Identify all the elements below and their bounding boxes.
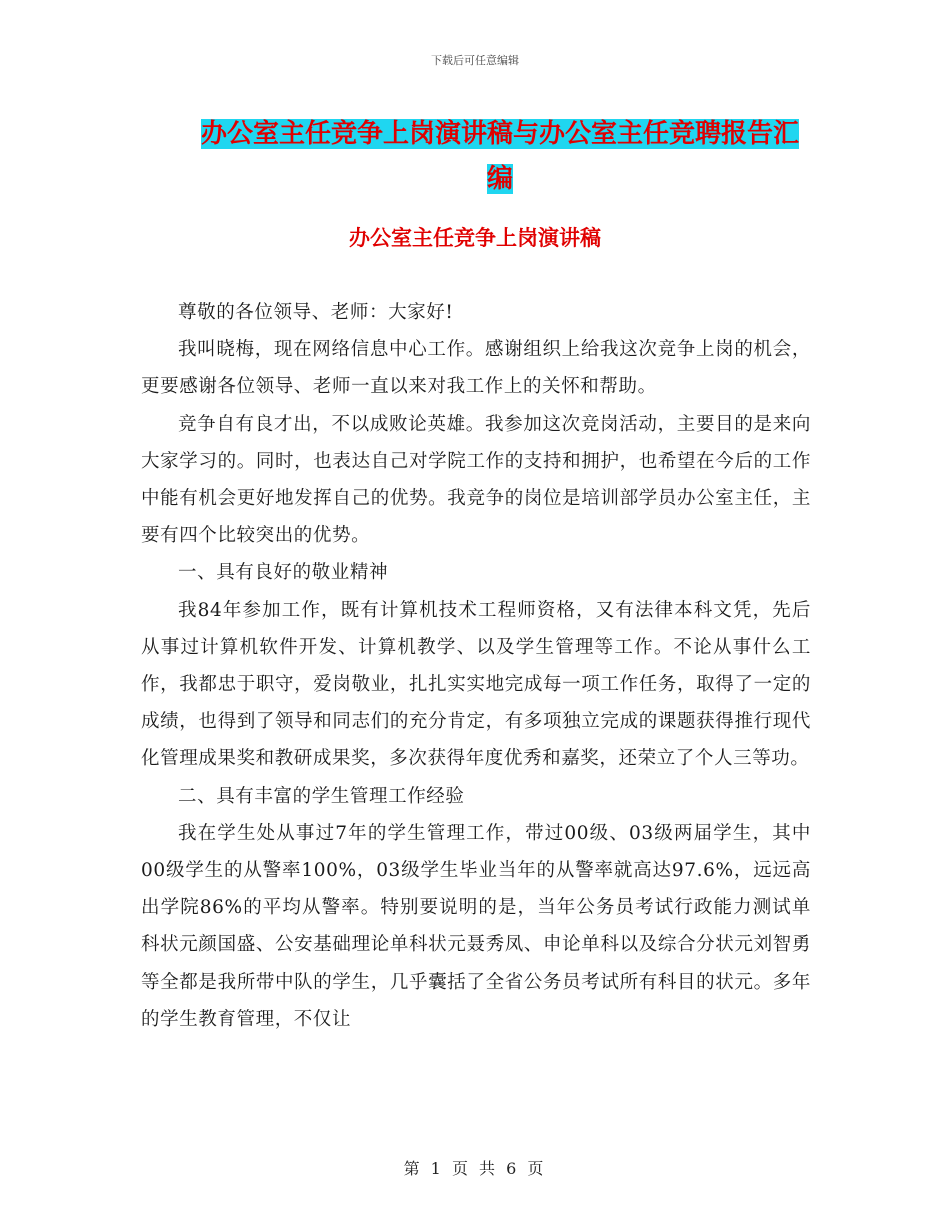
paragraph-dedication: 我84年参加工作，既有计算机技术工程师资格，又有法律本科文凭，先后从事过计算机软件开发、计算机教学、以及学生管理等工作。不论从事什么工作，我都忠于职守，爱岗敬业，扎扎实实地完成每一项工作任务，取得了一定的成绩，也得到了领导和同志们的充分肯定，有多项独立完成的课题获得推行现代化管理成果奖和教研成果奖，多次获得年度优秀和嘉奖，还荣立了个人三等功。: [141, 599, 811, 770]
page-header-note: 下载后可任意编辑: [431, 54, 519, 67]
paragraph-experience: 我在学生处从事过7年的学生管理工作，带过00级、03级两届学生，其中00级学生的从警率100%，03级学生毕业当年的从警率就高达97.6%，远远高出学院86%的平均从警率。特别要说明的是，当年公务员考试行政能力测试单科状元颜国盛、公安基础理论单科状元聂秀凤、申论单科以及综合分状元刘智勇等全都是我所带中队的学生，几乎囊括了全省公务员考试所有科目的状元。多年的学生教育管理，不仅让: [141, 822, 811, 1030]
document-body: [141, 294, 811, 1038]
paragraph-purpose: 竞争自有良才出，不以成败论英雄。我参加这次竞岗活动，主要目的是来向大家学习的。同时，也表达自己对学院工作的支持和拥护，也希望在今后的工作中能有机会更好地发挥自己的优势。我竞争的岗位是培训部学员办公室主任，主要有四个比较突出的优势。: [141, 413, 811, 547]
section-title: 办公室主任竞争上岗演讲稿: [349, 226, 601, 250]
heading-experience: 二、具有丰富的学生管理工作经验: [178, 785, 465, 807]
document-title-text: 办公室主任竞争上岗演讲稿与办公室主任竞聘报告汇编: [200, 119, 799, 194]
document-title: [190, 112, 810, 202]
paragraph-intro: 我叫晓梅，现在网络信息中心工作。感谢组织上给我这次竞争上岗的机会，更要感谢各位领导、老师一直以来对我工作上的关怀和帮助。: [141, 339, 811, 398]
page-footer-number: 第 1 页 共 6 页: [403, 1159, 547, 1178]
paragraph-greeting: 尊敬的各位领导、老师：大家好!: [178, 302, 454, 323]
heading-dedication: 一、具有良好的敬业精神: [178, 562, 389, 584]
